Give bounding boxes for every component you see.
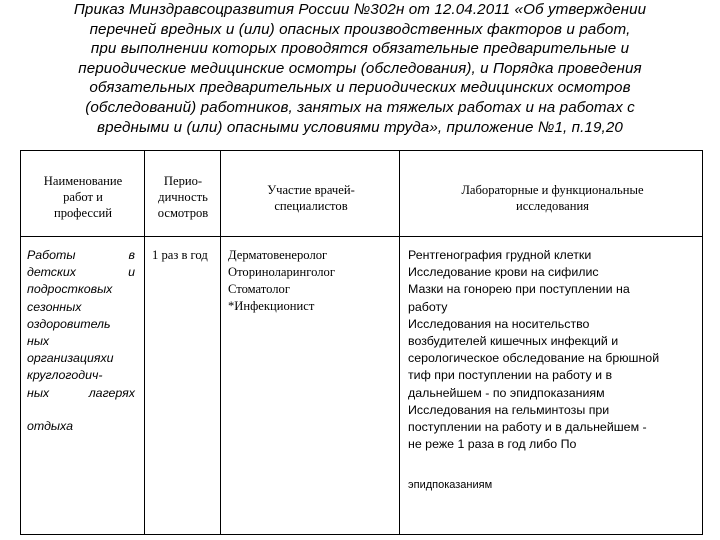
lab-line: Исследования на носительство bbox=[408, 316, 590, 331]
lab-line: тиф при поступлении на работу и в bbox=[408, 368, 613, 383]
title-line: периодические медицинские осмотры (обследования), и Порядка проведения bbox=[78, 59, 642, 77]
name-line: оздоровитель bbox=[27, 316, 111, 331]
lab-line: не реже 1 раза в год либо По bbox=[408, 437, 577, 452]
lab-line: дальнейшем - по эпидпоказаниям bbox=[408, 385, 605, 400]
lab-line: поступлении на работу и в дальнейшем - bbox=[408, 420, 647, 435]
title-line: при выполнении которых проводятся обязательные предварительные и bbox=[90, 40, 630, 58]
title-line: Приказ Минздравсоцразвития России №302н от 12.04.2011 «Об утверждении bbox=[73, 1, 647, 18]
title-line: обязательных предварительных и периодических медицинских осмотров bbox=[89, 79, 631, 97]
doctor-item: Стоматолог bbox=[228, 282, 290, 296]
lab-line: Рентгенография грудной клетки bbox=[408, 248, 592, 262]
cell-periodicity: 1 раз в год bbox=[152, 248, 208, 262]
examination-table bbox=[20, 150, 703, 535]
name-line: подростковых bbox=[27, 282, 113, 297]
doctor-item: *Инфекционист bbox=[228, 299, 315, 313]
cell-work-name bbox=[27, 247, 135, 435]
name-line: отдыха bbox=[27, 418, 73, 433]
name-line: круглогодич- bbox=[27, 368, 103, 383]
document-title bbox=[18, 0, 702, 137]
lab-line: серологическое обследование на брюшной bbox=[408, 351, 660, 366]
lab-line: эпидпоказаниям bbox=[408, 479, 493, 492]
name-line: сезонных bbox=[27, 299, 82, 314]
column-divider bbox=[144, 151, 145, 534]
column-divider bbox=[220, 151, 221, 534]
name-line: детских и bbox=[27, 265, 135, 280]
lab-line: Исследование крови на сифилис bbox=[408, 265, 599, 280]
lab-line: Мазки на гонорею при поступлении на bbox=[408, 282, 630, 297]
cell-lab-tests bbox=[408, 247, 698, 495]
header-doctors: Участие врачей- специалистов bbox=[267, 183, 355, 213]
cell-doctors bbox=[228, 247, 398, 315]
title-line: (обследований) работников, занятых на тяжелых работах и на работах с bbox=[85, 98, 635, 116]
title-line: перечней вредных и (или) опасных производственных факторов и работ, bbox=[89, 20, 631, 38]
header-divider bbox=[21, 236, 702, 237]
title-line: вредными и (или) опасными условиями труда», приложение №1, п.19,20 bbox=[97, 118, 623, 136]
name-line: организацияхи bbox=[27, 351, 114, 366]
name-line: ных лагерях bbox=[27, 385, 135, 400]
header-lab: Лабораторные и функциональные исследования bbox=[461, 183, 644, 213]
column-divider bbox=[399, 151, 400, 534]
header-period: Перио- дичность осмотров bbox=[157, 174, 209, 220]
lab-line: возбудителей кишечных инфекций и bbox=[408, 334, 619, 349]
doctor-item: Оториноларинголог bbox=[228, 265, 336, 279]
lab-line: работу bbox=[408, 299, 448, 314]
name-line: ных bbox=[27, 334, 50, 349]
header-name: Наименование работ и профессий bbox=[43, 174, 123, 220]
name-line: Работы в bbox=[27, 248, 135, 262]
doctor-item: Дерматовенеролог bbox=[228, 248, 328, 262]
lab-line: Исследования на гельминтозы при bbox=[408, 402, 610, 417]
